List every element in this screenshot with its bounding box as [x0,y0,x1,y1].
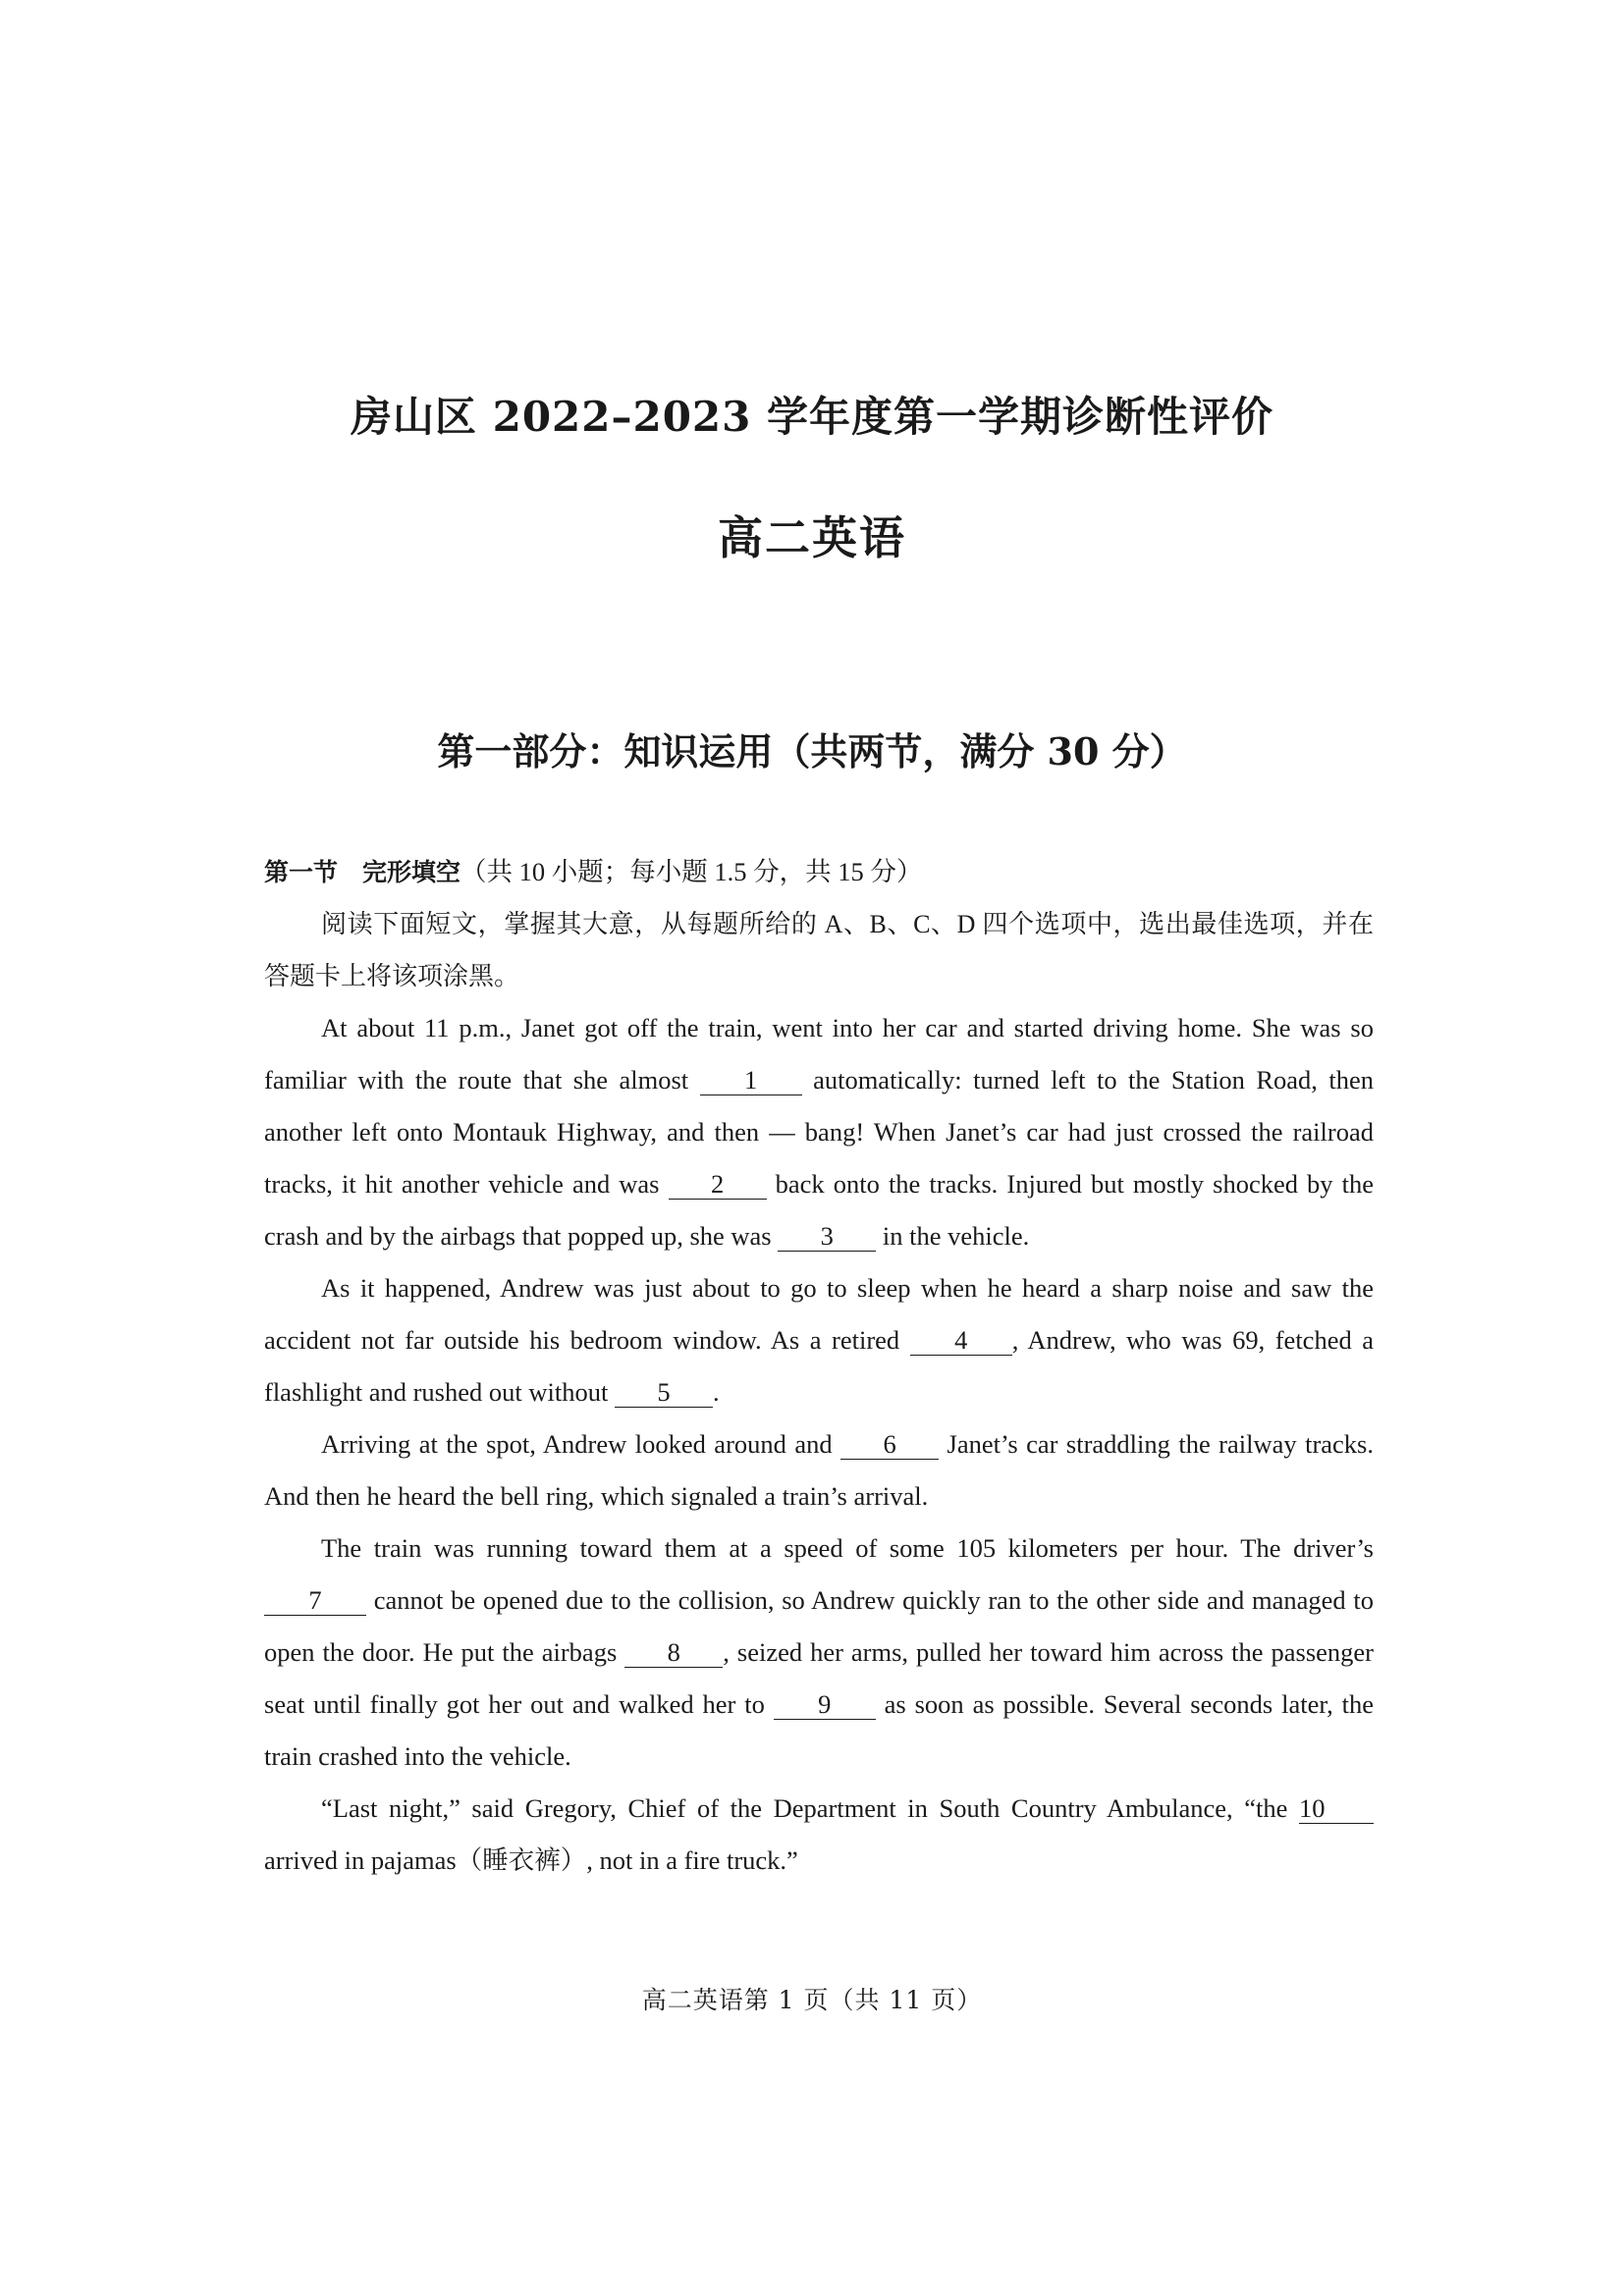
blank-8: 8 [624,1637,723,1668]
blank-3: 3 [778,1221,876,1252]
blank-5: 5 [615,1377,713,1408]
blank-2: 2 [669,1169,767,1200]
paragraph-4: The train was running toward them at a speed of some 105 kilometers per hour. The driver’s 7 cannot be opened due to the collision, so Andrew quickly ran to the other side and managed to open the door. He put the airbags 8 , seized her arms, pulled her toward him across the passenger seat until finally got her out and walked her to 9 as soon as possible. Several seconds later, the train crashed into the vehicle. [264,1533,1374,1771]
exam-title: 房山区 2022–2023 学年度第一学期诊断性评价 [350,393,1274,441]
paragraph-1: At about 11 p.m., Janet got off the train, went into her car and started driving home. She was so familiar with the route that she almost 1 automatically: turned left to the Station Road, then another left onto Montauk Highway, and then — bang! When Janet’s car had just crossed the railroad tracks, it hit another vehicle and was 2 back onto the tracks. Injured but mostly shocked by the crash and by the airbags that popped up, she was 3 in the vehicle. [264,1013,1374,1251]
blank-9: 9 [774,1689,876,1720]
section-label: 第一节 完形填空 [264,858,461,886]
blank-1: 1 [700,1065,802,1095]
subject-title: 高二英语 [718,511,906,564]
instructions: 阅读下面短文，掌握其大意，从每题所给的 A、B、C、D 四个选项中，选出最佳选项，并在答题卡上将该项涂黑。 [264,910,1374,990]
paragraph-5: “Last night,” said Gregory, Chief of the Department in South Country Ambulance, “the 10 arrived in pajamas（睡衣裤）, not in a fire truck.” [264,1783,1374,1887]
page-footer: 高二英语第 1 页（共 11 页） [641,1986,983,2014]
blank-7: 7 [264,1585,366,1616]
section-header [264,846,1374,898]
paragraph-3: Arriving at the spot, Andrew looked around and 6 Janet’s car straddling the railway tracks. And then he heard the bell ring, which signaled a train’s arrival. [264,1429,1374,1511]
cloze-passage [264,1002,1374,1887]
blank-4: 4 [910,1325,1012,1356]
blank-6: 6 [840,1429,939,1460]
section-info: （共 10 小题；每小题 1.5 分，共 15 分） [460,857,923,886]
blank-10: 10 [1299,1793,1374,1824]
paragraph-2: As it happened, Andrew was just about to go to sleep when he heard a sharp noise and saw the accident not far outside his bedroom window. As a retired 4 , Andrew, who was 69, fetched a flashlight and rushed out without 5 . [264,1273,1374,1407]
part-heading: 第一部分：知识运用（共两节，满分 30 分） [437,729,1187,774]
